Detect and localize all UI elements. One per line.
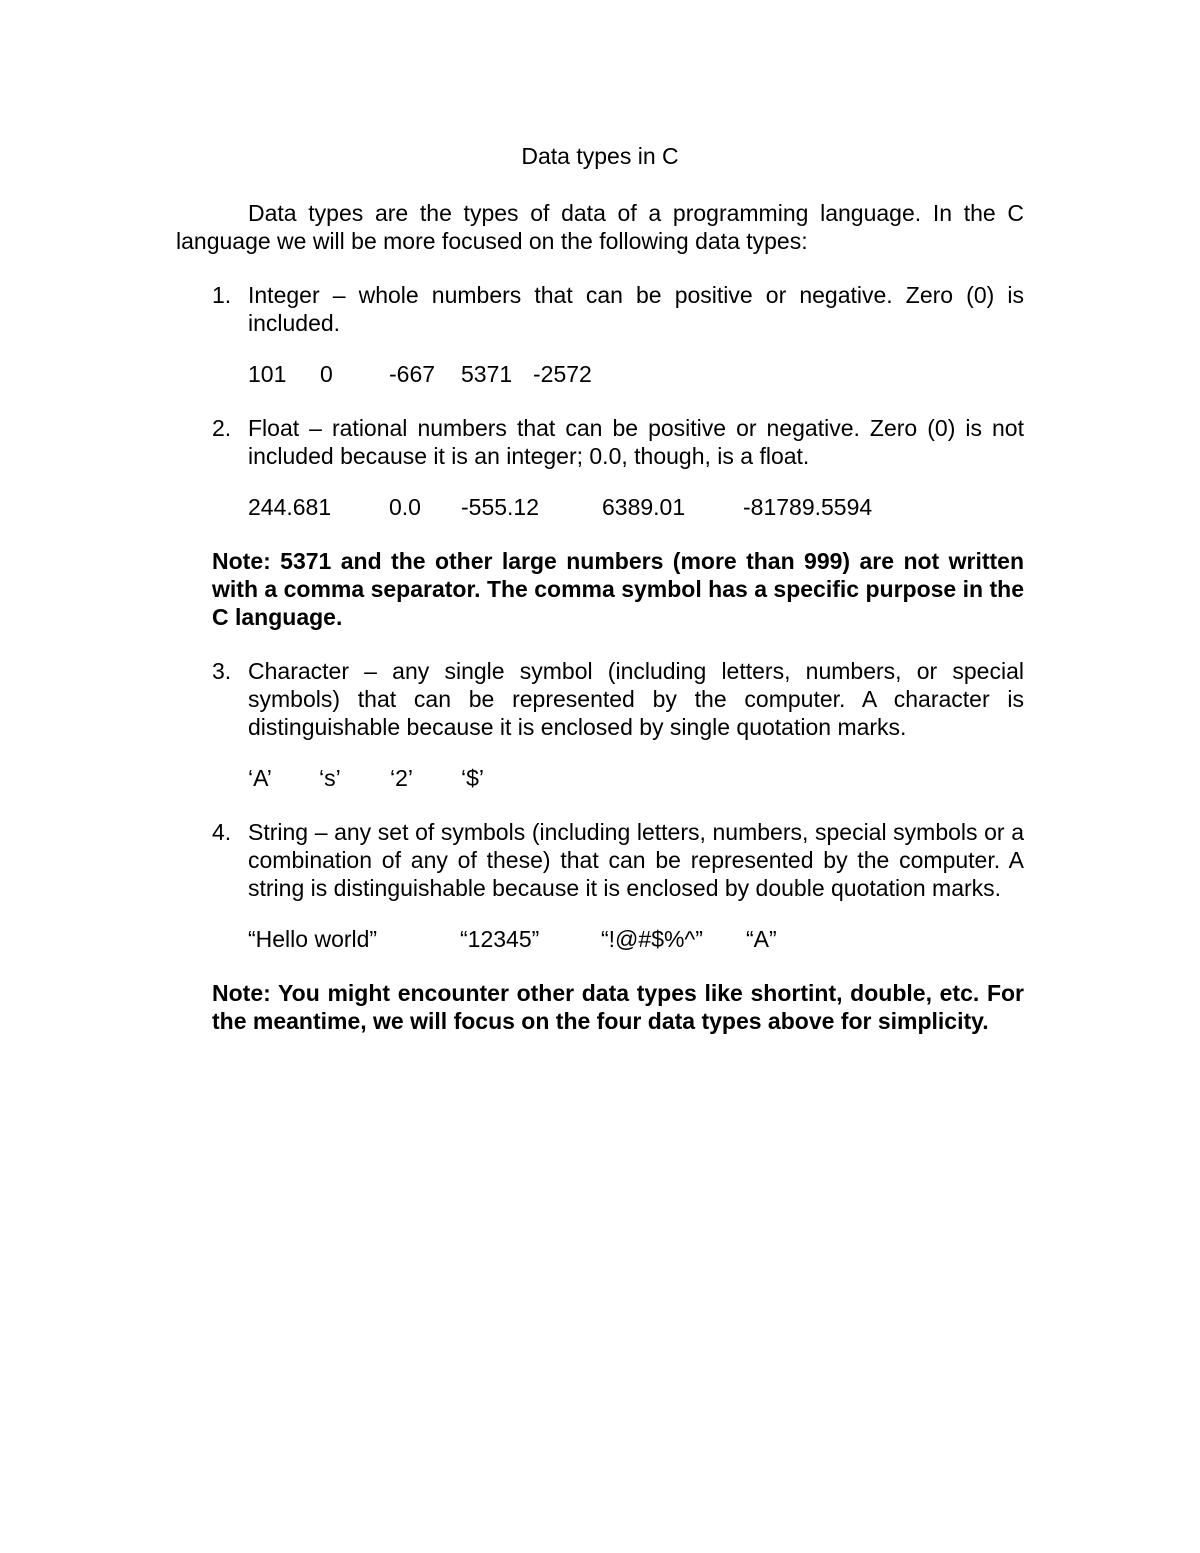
example-value: “A” xyxy=(746,926,777,952)
example-value: ‘s’ xyxy=(319,765,341,791)
list-item-float xyxy=(176,414,1024,470)
item-description: Character – any single symbol (including letters, numbers, or special symbols) that can be represented by the computer. A character is distinguishable because it is enclosed by single quotation marks. xyxy=(248,658,1024,740)
list-number: 4. xyxy=(212,819,232,845)
list-number: 1. xyxy=(212,282,232,308)
float-examples xyxy=(248,493,1024,521)
list-item-integer xyxy=(176,281,1024,337)
list-item-string xyxy=(176,818,1024,902)
example-value: ‘$’ xyxy=(461,765,485,791)
string-examples xyxy=(248,925,1024,953)
example-value: 5371 xyxy=(461,361,513,387)
document-page xyxy=(176,142,1024,1061)
intro-paragraph: Data types are the types of data of a programming language. In the C language we will be more focused on the following data types: xyxy=(176,200,1024,254)
example-value: “Hello world” xyxy=(248,926,378,952)
list-number: 3. xyxy=(212,658,232,684)
note-other-data-types: Note: You might encounter other data types like shortint, double, etc. For the meantime, we will focus on the four data types above for simplicity. xyxy=(212,980,1024,1034)
example-value: -555.12 xyxy=(461,494,540,520)
item-description: Integer – whole numbers that can be positive or negative. Zero (0) is included. xyxy=(248,282,1024,336)
page-title: Data types in C xyxy=(521,143,679,169)
example-value: “!@#$%^” xyxy=(601,926,703,952)
example-value: 6389.01 xyxy=(602,494,686,520)
character-examples xyxy=(248,764,1024,792)
list-item-character xyxy=(176,657,1024,741)
example-value: 101 xyxy=(248,361,287,387)
example-value: 0 xyxy=(320,361,333,387)
example-value: -81789.5594 xyxy=(743,494,873,520)
list-number: 2. xyxy=(212,415,232,441)
example-value: -667 xyxy=(389,361,436,387)
example-value: “12345” xyxy=(460,926,540,952)
example-value: ‘2’ xyxy=(390,765,414,791)
item-description: Float – rational numbers that can be positive or negative. Zero (0) is not included because it is an integer; 0.0, though, is a float. xyxy=(248,415,1024,469)
example-value: 0.0 xyxy=(389,494,421,520)
example-value: 244.681 xyxy=(248,494,332,520)
item-description: String – any set of symbols (including letters, numbers, special symbols or a combination of any of these) that can be represented by the computer. A string is distinguishable because it is enclosed by double quotation marks. xyxy=(248,819,1024,901)
example-value: -2572 xyxy=(533,361,592,387)
integer-examples xyxy=(248,360,1024,388)
example-value: ‘A’ xyxy=(248,765,272,791)
note-comma-separator: Note: 5371 and the other large numbers (more than 999) are not written with a comma separator. The comma symbol has a specific purpose in the C language. xyxy=(212,548,1024,630)
